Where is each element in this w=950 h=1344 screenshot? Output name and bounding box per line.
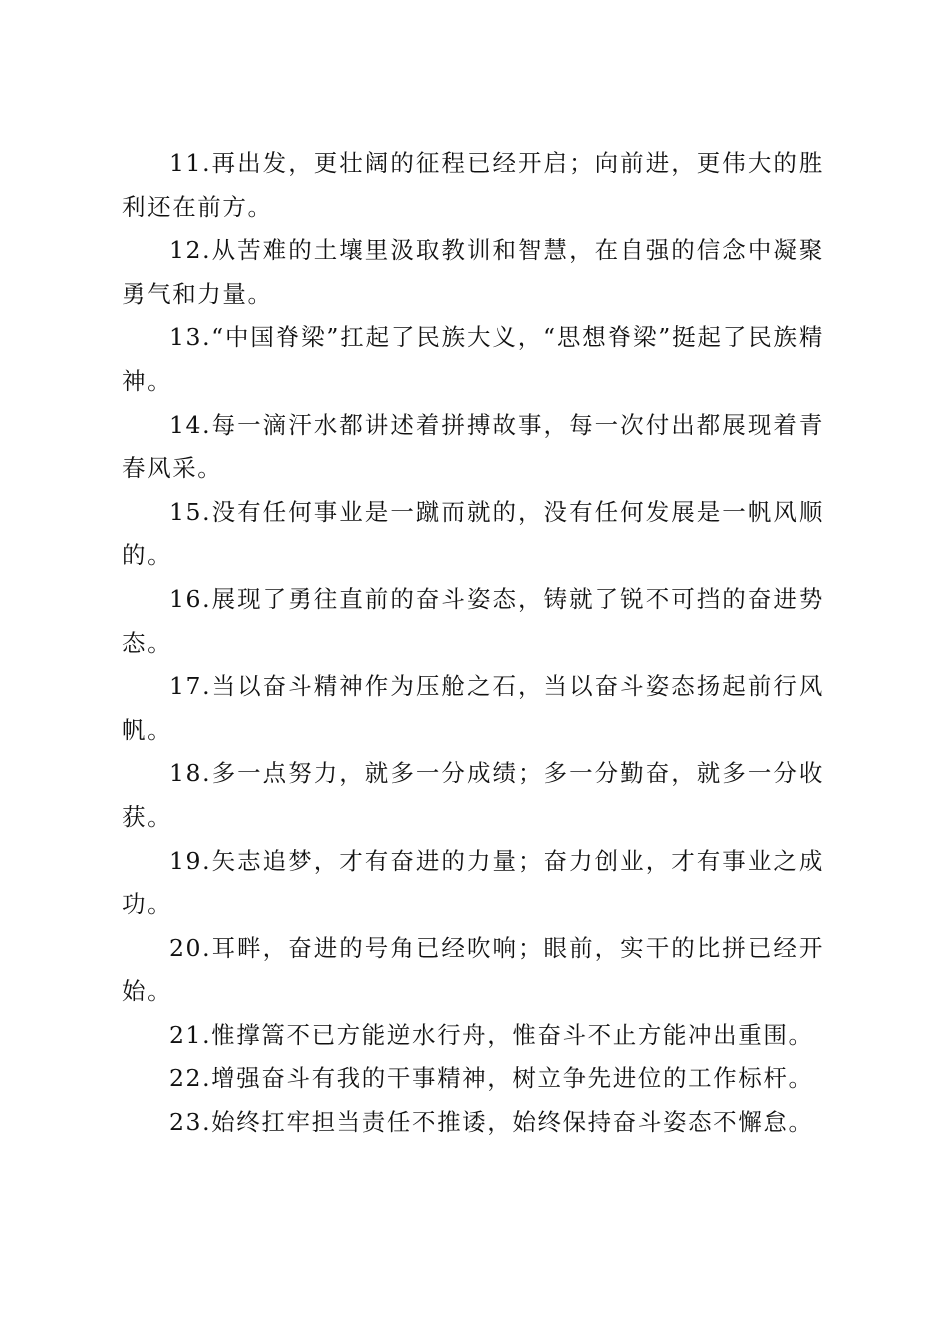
paragraph-15: 15.没有任何事业是一蹴而就的，没有任何发展是一帆风顺的。 <box>122 497 824 570</box>
paragraph-14: 14.每一滴汗水都讲述着拼搏故事，每一次付出都展现着青春风采。 <box>122 410 824 483</box>
paragraph-21: 21.惟撑篙不已方能逆水行舟，惟奋斗不止方能冲出重围。 <box>169 1020 814 1049</box>
paragraph-20: 20.耳畔，奋进的号角已经吹响；眼前，实干的比拼已经开始。 <box>122 933 824 1006</box>
paragraph-11: 11.再出发，更壮阔的征程已经开启；向前进，更伟大的胜利还在前方。 <box>122 149 824 221</box>
paragraph-18: 18.多一点努力，就多一分成绩；多一分勤奋，就多一分收获。 <box>122 759 824 831</box>
paragraph-16: 16.展现了勇往直前的奋斗姿态，铸就了锐不可挡的奋进势态。 <box>122 584 824 657</box>
paragraph-22: 22.增强奋斗有我的干事精神，树立争先进位的工作标杆。 <box>169 1064 814 1093</box>
paragraph-17: 17.当以奋斗精神作为压舱之石，当以奋斗姿态扬起前行风帆。 <box>122 672 824 744</box>
paragraph-19: 19.矢志追梦，才有奋进的力量；奋力创业，才有事业之成功。 <box>122 846 824 919</box>
paragraph-13: 13.“中国脊梁”扛起了民族大义，“思想脊梁”挺起了民族精神。 <box>122 323 824 395</box>
paragraph-23: 23.始终扛牢担当责任不推诿，始终保持奋斗姿态不懈怠。 <box>169 1108 814 1137</box>
document-body <box>122 142 824 1145</box>
paragraph-12: 12.从苦难的土壤里汲取教训和智慧，在自强的信念中凝聚勇气和力量。 <box>122 236 824 308</box>
